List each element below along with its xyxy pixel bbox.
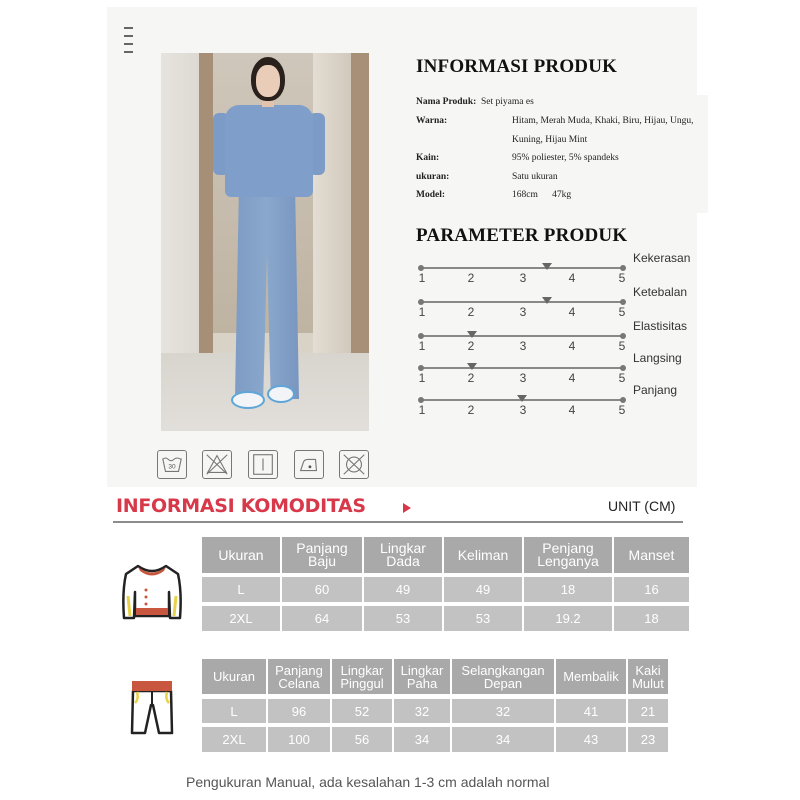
column-header: [628, 659, 668, 694]
table-cell: 64: [282, 602, 362, 631]
top-size-table: [200, 537, 691, 631]
slider-marker-icon: [517, 395, 527, 402]
scale-tick: 5: [618, 271, 626, 285]
slider-marker-icon: [467, 363, 477, 370]
panel-extension: [690, 95, 708, 213]
menu-icon[interactable]: [124, 27, 134, 55]
slider-track: [420, 301, 624, 303]
table-row: [202, 573, 689, 602]
header-text: Depan: [483, 675, 523, 691]
header-text: Mulut: [632, 675, 664, 691]
scale-tick: 1: [418, 403, 426, 417]
slider-marker-icon: [542, 263, 552, 270]
scale-tick: 1: [418, 339, 426, 353]
column-header: [444, 537, 522, 573]
info-row-size: ukuran: Satu ukuran: [416, 172, 558, 182]
column-header: [556, 659, 626, 694]
table-cell: 43: [556, 723, 626, 752]
table-cell: 32: [452, 694, 554, 723]
header-text: Selangkangan: [461, 662, 545, 678]
bottom-size-table: [200, 659, 670, 752]
header-text: Celana: [278, 675, 320, 691]
table-cell: 53: [444, 602, 522, 631]
header-text: Penjang: [542, 540, 594, 556]
info-row-color: Warna: Hitam, Merah Muda, Khaki, Biru, Hijau, Ungu,: [416, 116, 694, 126]
scale-tick: 3: [519, 371, 527, 385]
scale-tick: 3: [519, 271, 527, 285]
scale-tick: 5: [618, 403, 626, 417]
slider-track: [420, 367, 624, 369]
info-row-fabric: Kain: 95% poliester, 5% spandeks: [416, 153, 619, 163]
scale-tick: 5: [618, 305, 626, 319]
header-text: Dada: [386, 553, 420, 569]
scale-tick: 4: [568, 305, 576, 319]
slider-marker-icon: [467, 331, 477, 338]
scale-tick: 1: [418, 371, 426, 385]
scale-tick: 2: [467, 339, 475, 353]
table-cell: 34: [452, 723, 554, 752]
table-cell: 32: [394, 694, 450, 723]
scale-tick: 3: [519, 305, 527, 319]
info-row-name: Nama Produk: Set piyama es: [416, 97, 534, 107]
header-text: Keliman: [457, 546, 509, 563]
header-text: Panjang: [296, 540, 348, 556]
table-cell: 49: [444, 573, 522, 602]
header-text: Kaki: [635, 662, 661, 678]
header-text: Baju: [307, 553, 337, 569]
table-cell: 96: [268, 694, 330, 723]
arrow-right-icon: [403, 503, 411, 513]
header-text: Ukuran: [213, 669, 255, 684]
column-header: [202, 537, 280, 573]
table-cell: 21: [628, 694, 668, 723]
iron-low-icon: [294, 450, 324, 479]
table-cell: 41: [556, 694, 626, 723]
scale-tick: 2: [467, 271, 475, 285]
pants-icon: [129, 677, 175, 737]
parameter-label: Kekerasan: [633, 251, 691, 265]
header-text: Pinggul: [340, 675, 384, 691]
scale-tick: 5: [618, 371, 626, 385]
header-text: Lingkar: [380, 540, 426, 556]
table-cell: 52: [332, 694, 392, 723]
header-text: Panjang: [275, 662, 323, 678]
parameters-title: PARAMETER PRODUK: [416, 225, 628, 246]
model-photo: [161, 53, 369, 431]
slider-marker-icon: [542, 297, 552, 304]
table-cell: 16: [614, 573, 689, 602]
unit-label: UNIT (CM): [608, 498, 676, 514]
commodity-title: INFORMASI KOMODITAS: [116, 495, 366, 517]
scale-tick: 4: [568, 339, 576, 353]
column-header: [268, 659, 330, 694]
scale-tick: 4: [568, 403, 576, 417]
table-cell: 18: [614, 602, 689, 631]
scale-tick: 2: [467, 403, 475, 417]
table-cell: 53: [364, 602, 442, 631]
scale-tick: 2: [467, 305, 475, 319]
table-cell: 23: [628, 723, 668, 752]
no-bleach-icon: [202, 450, 232, 479]
table-row: [202, 723, 668, 752]
column-header: [332, 659, 392, 694]
table-cell: 49: [364, 573, 442, 602]
scale-tick: 5: [618, 339, 626, 353]
scale-tick: 4: [568, 371, 576, 385]
header-text: Manset: [628, 546, 675, 563]
column-header: [394, 659, 450, 694]
table-row: [202, 694, 668, 723]
parameter-label: Panjang: [633, 383, 678, 397]
column-header: [614, 537, 689, 573]
table-cell: L: [202, 694, 266, 723]
column-header: [364, 537, 442, 573]
table-cell: 2XL: [202, 602, 280, 631]
scale-tick: 2: [467, 371, 475, 385]
header-text: Membalik: [563, 669, 619, 684]
wash-30-icon: [157, 450, 187, 479]
header-text: Ukuran: [218, 546, 264, 563]
table-cell: 60: [282, 573, 362, 602]
parameter-label: Elastisitas: [633, 319, 688, 333]
parameter-label: Ketebalan: [633, 285, 688, 299]
slider-track: [420, 267, 624, 269]
header-text: Lingkar: [340, 662, 384, 678]
slider-track: [420, 335, 624, 337]
shirt-icon: [120, 562, 184, 624]
column-header: [524, 537, 612, 573]
scale-tick: 1: [418, 305, 426, 319]
table-cell: 18: [524, 573, 612, 602]
scale-tick: 3: [519, 339, 527, 353]
table-row: [202, 602, 689, 631]
info-row-model: Model: 168cm 47kg: [416, 190, 572, 200]
table-cell: 56: [332, 723, 392, 752]
parameter-label: Langsing: [633, 351, 682, 365]
table-cell: L: [202, 573, 280, 602]
column-header: [282, 537, 362, 573]
no-dry-clean-icon: [339, 450, 369, 479]
column-header: [202, 659, 266, 694]
divider: [113, 521, 683, 523]
table-cell: 2XL: [202, 723, 266, 752]
parameter-slider-panjang: [416, 383, 716, 424]
measurement-note: Pengukuran Manual, ada kesalahan 1-3 cm adalah normal: [186, 774, 550, 790]
table-cell: 100: [268, 723, 330, 752]
table-cell: 19.2: [524, 602, 612, 631]
line-dry-icon: [248, 450, 278, 479]
header-text: Paha: [406, 675, 438, 691]
table-cell: 34: [394, 723, 450, 752]
scale-tick: 1: [418, 271, 426, 285]
svg-text:30: 30: [168, 463, 176, 471]
scale-tick: 3: [519, 403, 527, 417]
header-text: Lenganya: [537, 553, 599, 569]
scale-tick: 4: [568, 271, 576, 285]
column-header: [452, 659, 554, 694]
header-text: Lingkar: [400, 662, 444, 678]
product-info-title: INFORMASI PRODUK: [416, 56, 618, 77]
